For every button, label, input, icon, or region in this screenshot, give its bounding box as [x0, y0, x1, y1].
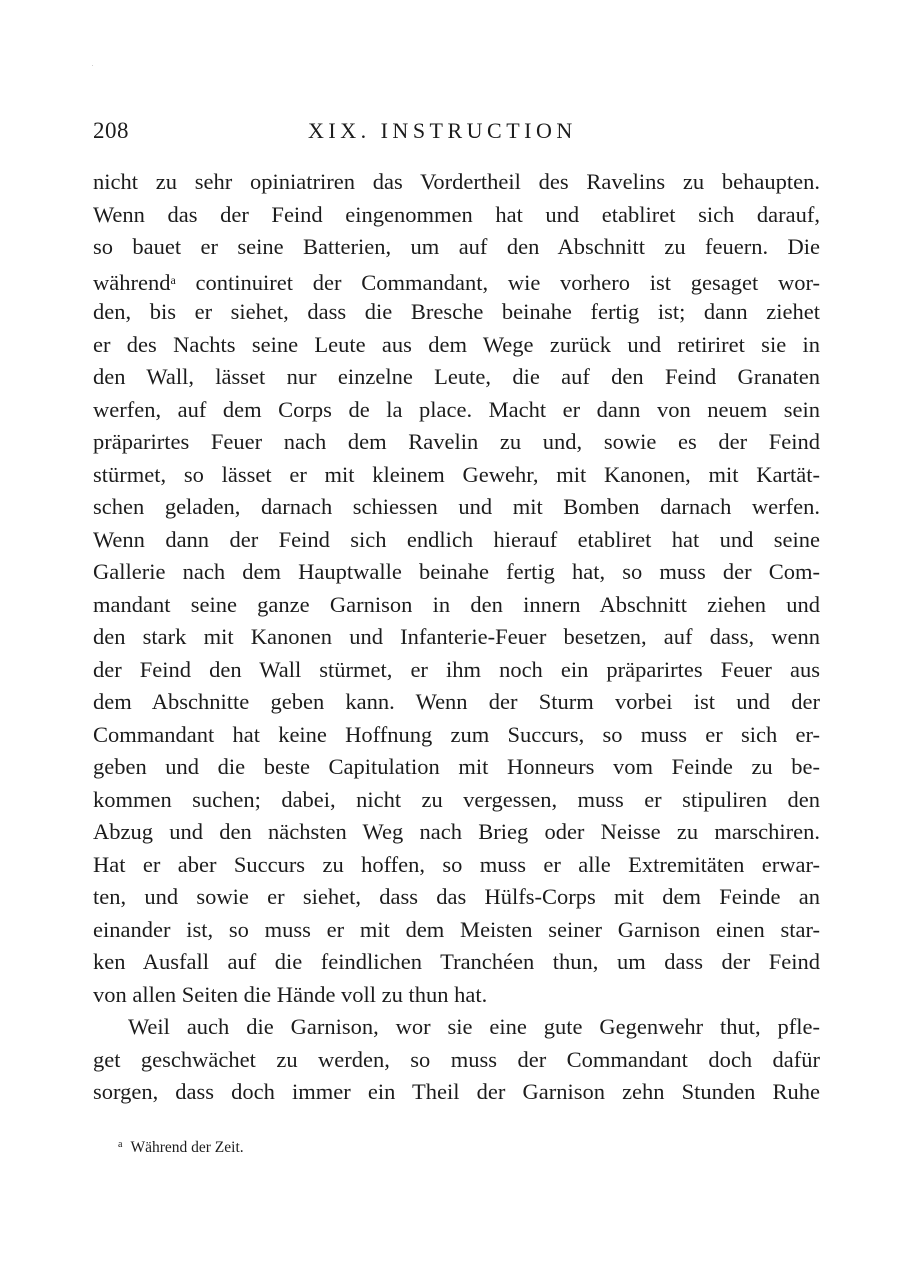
footnote-text: Während der Zeit.: [130, 1139, 244, 1156]
text-line: geben und die beste Capitulation mit Honneurs vom Feinde zu be-: [93, 754, 820, 779]
text-line: ten, und sowie er siehet, dass das Hülfs-Corps mit dem Feinde an: [93, 884, 820, 909]
text-line: schen geladen, darnach schiessen und mit Bomben darnach werfen.: [93, 494, 820, 519]
footnote-reference: a: [170, 272, 176, 287]
text-line: präparirtes Feuer nach dem Ravelin zu und, sowie es der Feind: [93, 429, 820, 454]
text-line: so bauet er seine Batterien, um auf den Abschnitt zu feuern. Die: [93, 234, 820, 259]
text-line: kommen suchen; dabei, nicht zu vergessen, muss er stipuliren den: [93, 786, 820, 812]
text-line: Wenn dann der Feind sich endlich hierauf etabliret hat und seine: [93, 526, 820, 552]
text-line: den, bis er siehet, dass die Bresche beinahe fertig ist; dann ziehet: [93, 299, 820, 324]
body-text: [93, 166, 820, 1109]
speck: [92, 65, 93, 66]
text-line: ken Ausfall auf die feindlichen Tranchéen thun, um dass der Feind: [93, 949, 820, 974]
text-line: einander ist, so muss er mit dem Meisten seiner Garnison einen star-: [93, 916, 820, 942]
page-header: [93, 118, 820, 152]
line-remainder: continuiret der Commandant, wie vorhero ist gesaget wor-: [175, 269, 820, 295]
footnote-word: während: [93, 269, 171, 295]
text-line: dem Abschnitte geben kann. Wenn der Sturm vorbei ist und der: [93, 689, 820, 714]
running-head: XIX. INSTRUCTION: [308, 118, 577, 143]
text-line: werfen, auf dem Corps de la place. Macht er dann von neuem sein: [93, 396, 820, 422]
footnote: [118, 1139, 244, 1157]
text-line: sorgen, dass doch immer ein Theil der Garnison zehn Stunden Ruhe: [93, 1079, 820, 1104]
text-line: er des Nachts seine Leute aus dem Wege zurück und retiriret sie in: [93, 331, 820, 357]
text-line: den Wall, lässet nur einzelne Leute, die auf den Feind Granaten: [93, 364, 820, 389]
footnote-marker: a: [118, 1139, 123, 1150]
page-number: 208: [93, 118, 129, 143]
text-line: nicht zu sehr opiniatriren das Vordertheil des Ravelins zu behaupten.: [93, 169, 820, 194]
text-line: stürmet, so lässet er mit kleinem Gewehr, mit Kanonen, mit Kartät-: [93, 461, 820, 487]
text-line: mandant seine ganze Garnison in den innern Abschnitt ziehen und: [93, 591, 820, 617]
text-line: Wenn das der Feind eingenommen hat und etabliret sich darauf,: [93, 201, 820, 227]
text-line-with-footnote: [93, 264, 820, 297]
text-line: den stark mit Kanonen und Infanterie-Feuer besetzen, auf dass, wenn: [93, 624, 820, 649]
text-line: Gallerie nach dem Hauptwalle beinahe fertig hat, so muss der Com-: [93, 559, 820, 584]
text-line: get geschwächet zu werden, so muss der Commandant doch dafür: [93, 1046, 820, 1072]
text-line-paragraph-start: Weil auch die Garnison, wor sie eine gute Gegenwehr thut, pfle-: [128, 1014, 820, 1039]
text-line: Commandant hat keine Hoffnung zum Succurs, so muss er sich er-: [93, 721, 820, 747]
text-line: Abzug und den nächsten Weg nach Brieg oder Neisse zu marschiren.: [93, 819, 820, 844]
text-line-paragraph-end: von allen Seiten die Hände voll zu thun hat.: [93, 981, 488, 1007]
text-line: der Feind den Wall stürmet, er ihm noch ein präparirtes Feuer aus: [93, 656, 820, 682]
text-line: Hat er aber Succurs zu hoffen, so muss er alle Extremitäten erwar-: [93, 851, 820, 877]
